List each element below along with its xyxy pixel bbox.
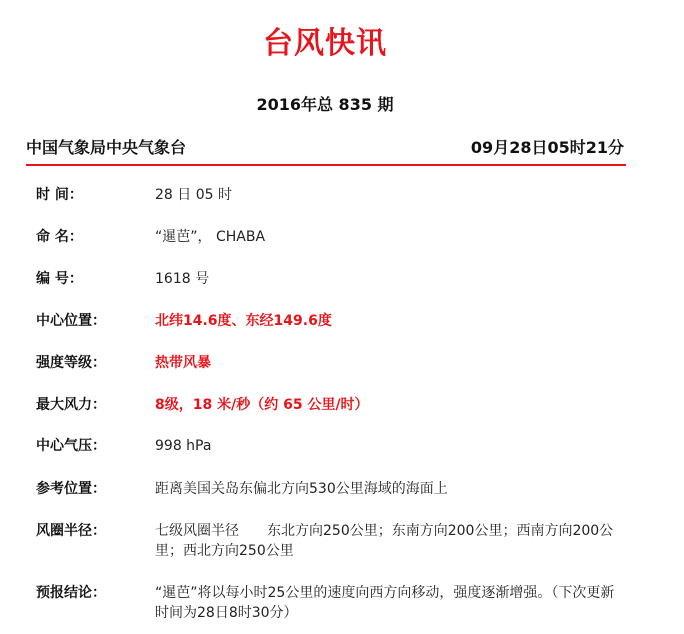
header-divider [26,164,626,166]
row-label: 中心位置： [36,313,106,329]
row-value: 七级风圈半径 东北方向250公里；东南方向200公里；西南方向200公里；西北方向250公里 [155,523,614,559]
row-label: 强度等级： [36,355,106,371]
row-value: 8级，18 米/秒（约 65 公里/时） [155,397,369,413]
row-value: 1618 号 [155,271,210,287]
row-label: 预报结论： [36,585,106,601]
row-value: 998 hPa [155,438,212,454]
row-label: 最大风力： [36,397,106,413]
row-label: 命 名： [36,229,83,245]
row-value: 北纬14.6度、东经149.6度 [155,313,332,329]
row-value: 距离美国关岛东偏北方向530公里海域的海面上 [155,481,448,497]
row-value: “暹芭”将以每小时25公里的速度向西方向移动，强度逐渐增强。（下次更新时间为28日8时30分） [155,585,615,621]
issue-number: 2016年总 835 期 [256,95,394,114]
row-value: “暹芭”， CHABA [155,229,266,245]
page-title: 台风快讯 [263,26,387,61]
row-label: 参考位置： [36,481,106,497]
row-label: 风圈半径： [36,523,106,539]
publish-datetime: 09月28日05时21分 [470,138,624,157]
row-label: 中心气压： [36,438,106,454]
row-value: 热带风暴 [155,355,211,371]
row-label: 编 号： [36,271,83,287]
row-label: 时 间： [36,187,83,203]
row-value: 28 日 05 时 [155,187,232,203]
agency-name: 中国气象局中央气象台 [26,138,187,157]
